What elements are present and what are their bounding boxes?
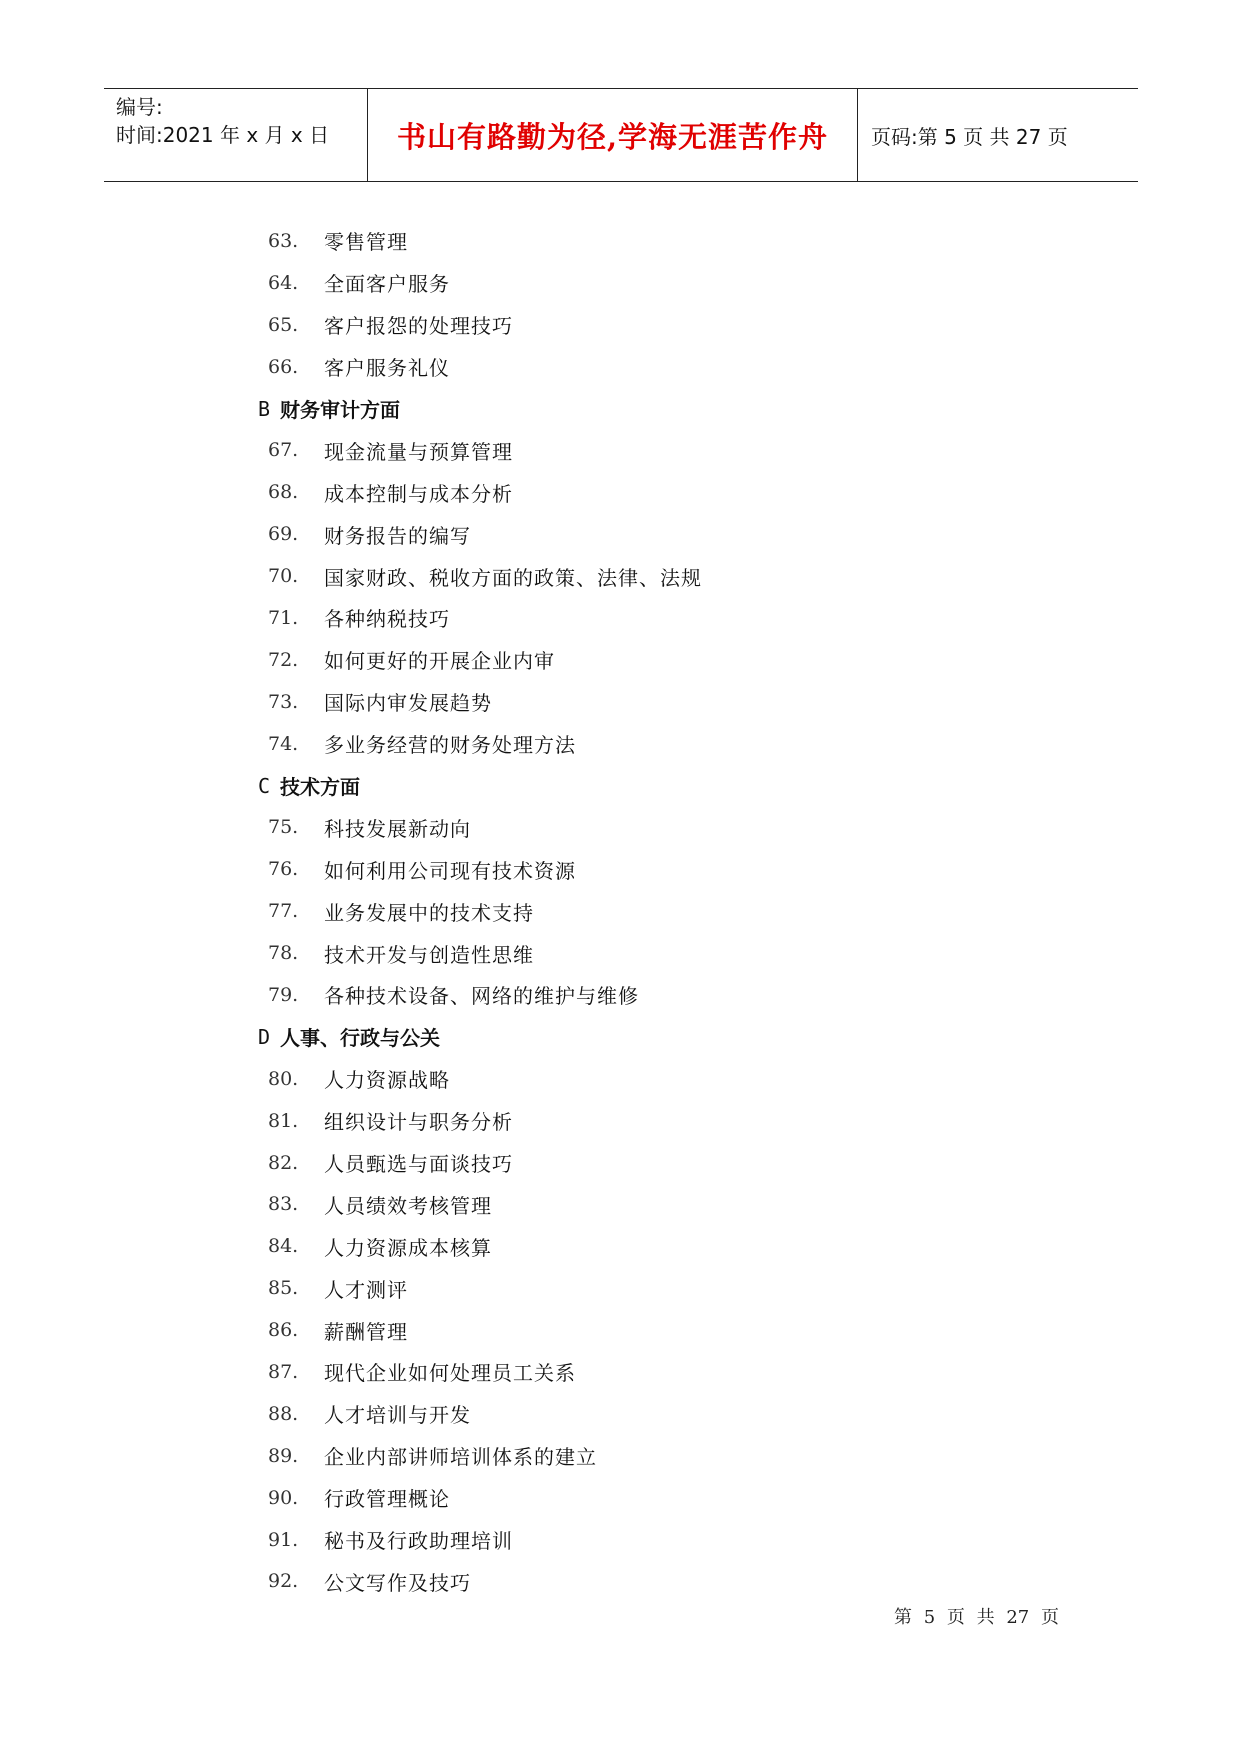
list-item: [258, 932, 1058, 974]
list-item: [258, 1351, 1058, 1393]
item-number: 70.: [268, 565, 299, 588]
item-number: 81.: [268, 1109, 299, 1132]
list-item: [258, 1561, 1058, 1603]
item-text: 组织设计与职务分析: [324, 1110, 513, 1135]
section-title: 人事、行政与公关: [280, 1026, 441, 1051]
item-text: 现代企业如何处理员工关系: [324, 1361, 576, 1386]
item-number: 66.: [268, 355, 299, 378]
item-number: 89.: [268, 1444, 299, 1467]
list-item: [258, 1100, 1058, 1142]
motto-text: 书山有路勤为径,学海无涯苦作舟: [396, 119, 829, 154]
item-number: 74.: [268, 732, 299, 755]
item-text: 成本控制与成本分析: [324, 481, 513, 506]
list-item: [258, 639, 1058, 681]
section-title: 技术方面: [280, 775, 361, 800]
section-letter: B: [258, 396, 271, 421]
item-text: 人员甄选与面谈技巧: [324, 1152, 513, 1177]
item-text: 如何更好的开展企业内审: [324, 649, 555, 674]
list-item: [258, 1058, 1058, 1100]
page-header: [104, 88, 1138, 182]
list-item: [258, 681, 1058, 723]
list-item: [258, 346, 1058, 388]
section-heading-d: [258, 1016, 1058, 1058]
item-number: 88.: [268, 1402, 299, 1425]
item-text: 人力资源战略: [324, 1068, 450, 1093]
item-number: 67.: [268, 439, 299, 462]
list-item: [258, 1142, 1058, 1184]
section-heading-c: [258, 765, 1058, 807]
item-text: 人员绩效考核管理: [324, 1193, 492, 1218]
time-label: 时间:2021 年 x 月 x 日: [116, 123, 330, 147]
item-number: 82.: [268, 1151, 299, 1174]
list-item: [258, 723, 1058, 765]
list-item: [258, 1225, 1058, 1267]
number-label: 编号:: [116, 95, 163, 119]
item-number: 83.: [268, 1193, 299, 1216]
item-number: 69.: [268, 523, 299, 546]
list-item: [258, 471, 1058, 513]
item-number: 84.: [268, 1235, 299, 1258]
list-item: [258, 1393, 1058, 1435]
header-meta: [104, 89, 368, 181]
list-item: [258, 597, 1058, 639]
item-text: 薪酬管理: [324, 1319, 408, 1344]
item-number: 80.: [268, 1067, 299, 1090]
item-text: 各种纳税技巧: [324, 607, 450, 632]
list-item: [258, 974, 1058, 1016]
section-letter: C: [258, 773, 271, 798]
section-title: 财务审计方面: [280, 398, 401, 422]
item-number: 71.: [268, 606, 299, 629]
item-number: 75.: [268, 816, 299, 839]
item-text: 秘书及行政助理培训: [324, 1529, 513, 1554]
list-item: [258, 1183, 1058, 1225]
item-number: 72.: [268, 648, 299, 671]
item-text: 零售管理: [324, 230, 408, 255]
list-item: [258, 806, 1058, 848]
item-text: 技术开发与创造性思维: [324, 942, 534, 967]
document-body: [258, 220, 1058, 1602]
page-info-text: 页码:第 5 页 共 27 页: [871, 124, 1068, 149]
item-number: 86.: [268, 1319, 299, 1342]
list-group-b: [258, 429, 1058, 764]
header-motto-cell: [368, 89, 858, 181]
item-text: 人才培训与开发: [324, 1403, 471, 1428]
list-group-a: [258, 220, 1058, 388]
item-number: 92.: [268, 1570, 299, 1593]
item-number: 68.: [268, 481, 299, 504]
item-text: 人才测评: [324, 1277, 408, 1302]
item-number: 76.: [268, 858, 299, 881]
item-number: 63.: [268, 229, 299, 252]
item-number: 91.: [268, 1528, 299, 1551]
item-number: 73.: [268, 690, 299, 713]
item-text: 客户服务礼仪: [324, 356, 450, 381]
list-item: [258, 1477, 1058, 1519]
item-text: 各种技术设备、网络的维护与维修: [324, 984, 639, 1009]
item-text: 科技发展新动向: [324, 816, 471, 841]
list-group-c: [258, 806, 1058, 1015]
item-text: 全面客户服务: [324, 272, 450, 297]
item-text: 国际内审发展趋势: [324, 691, 492, 716]
section-letter: D: [258, 1024, 271, 1049]
list-item: [258, 304, 1058, 346]
item-number: 85.: [268, 1277, 299, 1300]
list-item: [258, 555, 1058, 597]
list-item: [258, 848, 1058, 890]
item-text: 行政管理概论: [324, 1487, 450, 1512]
item-number: 77.: [268, 900, 299, 923]
item-number: 65.: [268, 313, 299, 336]
list-item: [258, 1309, 1058, 1351]
item-text: 公文写作及技巧: [324, 1570, 471, 1595]
item-text: 业务发展中的技术支持: [324, 900, 534, 925]
list-item: [258, 262, 1058, 304]
item-number: 79.: [268, 983, 299, 1006]
list-item: [258, 1267, 1058, 1309]
item-text: 国家财政、税收方面的政策、法律、法规: [324, 565, 702, 590]
item-text: 现金流量与预算管理: [324, 439, 513, 464]
item-text: 如何利用公司现有技术资源: [324, 858, 576, 883]
item-text: 客户报怨的处理技巧: [324, 314, 513, 339]
item-text: 财务报告的编写: [324, 523, 471, 548]
item-number: 90.: [268, 1486, 299, 1509]
item-text: 企业内部讲师培训体系的建立: [324, 1445, 597, 1470]
item-number: 64.: [268, 271, 299, 294]
list-item: [258, 1519, 1058, 1561]
list-item: [258, 890, 1058, 932]
list-item: [258, 513, 1058, 555]
list-item: [258, 429, 1058, 471]
section-heading-b: [258, 388, 1058, 430]
item-text: 人力资源成本核算: [324, 1235, 492, 1260]
header-page-info: [858, 89, 1138, 181]
item-number: 87.: [268, 1360, 299, 1383]
page-footer: 第 5 页 共 27 页: [894, 1607, 1059, 1628]
list-group-d: [258, 1058, 1058, 1603]
item-number: 78.: [268, 942, 299, 965]
list-item: [258, 220, 1058, 262]
item-text: 多业务经营的财务处理方法: [324, 733, 576, 758]
list-item: [258, 1435, 1058, 1477]
